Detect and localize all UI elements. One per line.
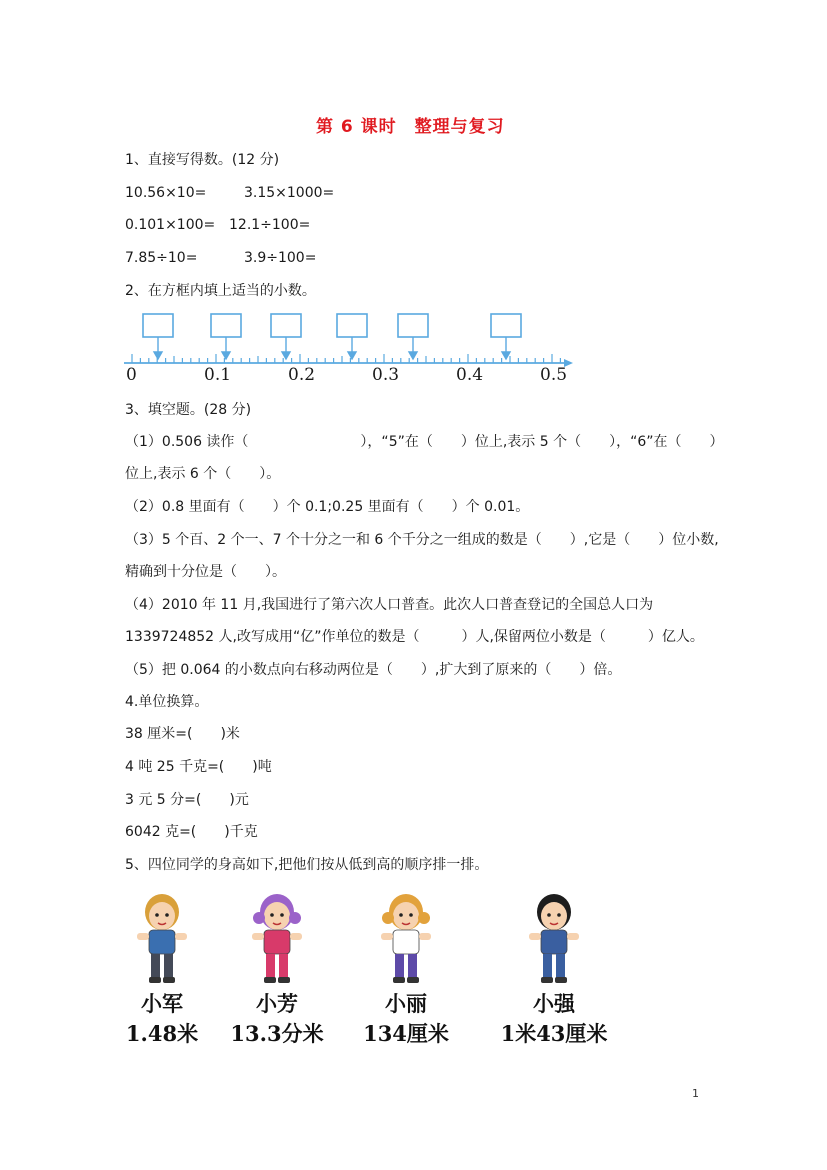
q1-item: 10.56×10= bbox=[125, 185, 207, 201]
answer-box bbox=[211, 314, 241, 337]
q3-line: 位上,表示 6 个（ ）。 bbox=[125, 466, 281, 482]
q1-item: 7.85÷10= bbox=[125, 250, 198, 266]
student-card bbox=[336, 888, 476, 1048]
q3-line: 精确到十分位是（ ）。 bbox=[125, 564, 286, 580]
q1-item: 0.101×100= bbox=[125, 217, 216, 233]
answer-box bbox=[337, 314, 367, 337]
q1-item: 3.9÷100= bbox=[244, 250, 317, 266]
tick-label: 0.2 bbox=[288, 365, 316, 385]
tick-label: 0.4 bbox=[456, 365, 484, 385]
q1-item: 12.1÷100= bbox=[229, 217, 311, 233]
page-number: 1 bbox=[692, 1087, 699, 1100]
answer-box bbox=[491, 314, 521, 337]
tick-label: 0.3 bbox=[372, 365, 400, 385]
q3-line: （3）5 个百、2 个一、7 个十分之一和 6 个千分之一组成的数是（ ）,它是（ ）位小数, bbox=[125, 532, 719, 548]
q4-line: 4 吨 25 千克=( )吨 bbox=[125, 759, 272, 775]
answer-box bbox=[271, 314, 301, 337]
answer-box bbox=[143, 314, 173, 337]
student-name: 小军 bbox=[141, 991, 183, 1016]
q3-line: （2）0.8 里面有（ ）个 0.1;0.25 里面有（ ）个 0.01。 bbox=[125, 499, 530, 515]
q3-line: （4）2010 年 11 月,我国进行了第六次人口普查。此次人口普查登记的全国总人口为 bbox=[125, 597, 654, 613]
q3-heading: 3、填空题。(28 分) bbox=[125, 402, 252, 418]
page-title: 第 6 课时 整理与复习 bbox=[316, 117, 505, 137]
q1-heading: 1、直接写得数。(12 分) bbox=[125, 152, 280, 168]
q4-line: 38 厘米=( )米 bbox=[125, 726, 240, 742]
q4-heading: 4.单位换算。 bbox=[125, 694, 209, 710]
student-name: 小芳 bbox=[256, 991, 298, 1016]
tick-label: 0.5 bbox=[540, 365, 568, 385]
student-height: 1.48米 bbox=[125, 1021, 199, 1046]
q1-item: 3.15×1000= bbox=[244, 185, 335, 201]
q3-line: （5）把 0.064 的小数点向右移动两位是（ ）,扩大到了原来的（ ）倍。 bbox=[125, 662, 622, 678]
student-icon bbox=[514, 888, 594, 988]
q3-line: 1339724852 人,改写成用“亿”作单位的数是（ ）人,保留两位小数是（ ）亿人。 bbox=[125, 629, 704, 645]
q4-line: 3 元 5 分=( )元 bbox=[125, 792, 249, 808]
q5-heading: 5、四位同学的身高如下,把他们按从低到高的顺序排一排。 bbox=[125, 857, 489, 873]
student-icon bbox=[122, 888, 202, 988]
student-icon bbox=[237, 888, 317, 988]
student-height: 134厘米 bbox=[363, 1021, 449, 1046]
answer-box bbox=[398, 314, 428, 337]
q2-heading: 2、在方框内填上适当的小数。 bbox=[125, 283, 316, 299]
student-height: 13.3分米 bbox=[230, 1021, 324, 1046]
q3-line: （1）0.506 读作（ ），“5”在（ ）位上,表示 5 个（ ），“6”在（ ） bbox=[125, 434, 724, 450]
tick-label: 0.1 bbox=[204, 365, 232, 385]
student-icon bbox=[366, 888, 446, 988]
student-card bbox=[484, 888, 624, 1048]
student-height: 1米43厘米 bbox=[500, 1021, 608, 1046]
q4-line: 6042 克=( )千克 bbox=[125, 824, 258, 840]
student-name: 小丽 bbox=[385, 991, 427, 1016]
student-name: 小强 bbox=[533, 991, 575, 1016]
student-card bbox=[207, 888, 347, 1048]
tick-label: 0 bbox=[126, 365, 137, 385]
